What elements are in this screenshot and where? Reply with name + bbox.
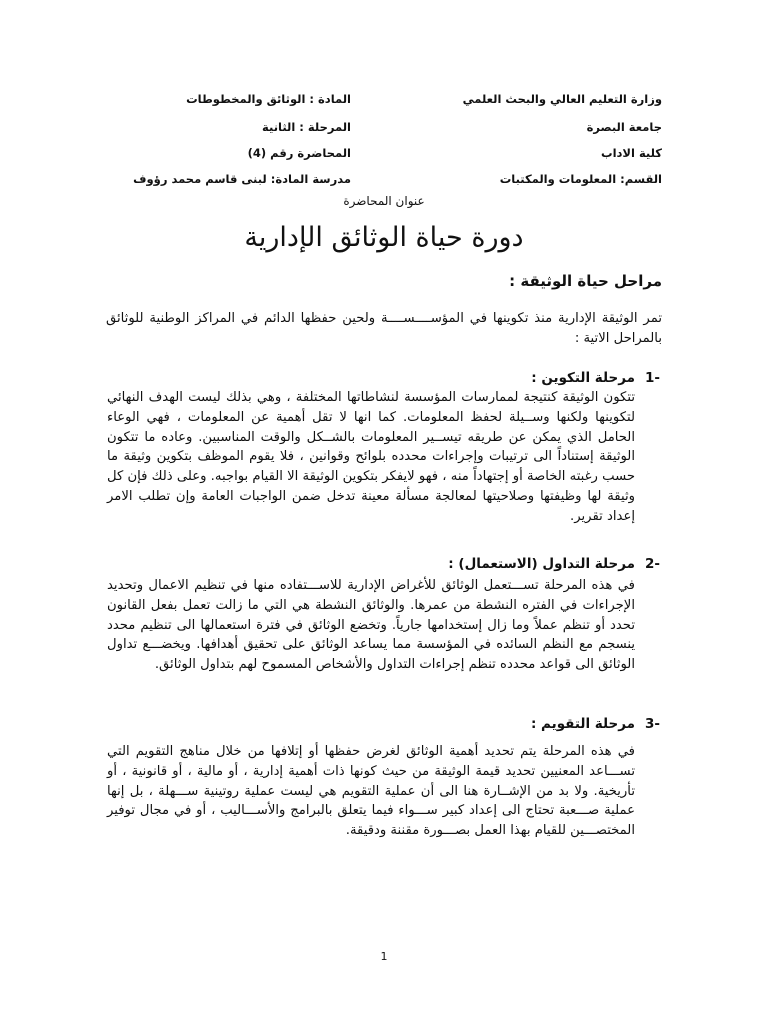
header-subject: المادة : الوثائق والمخطوطات (186, 92, 351, 106)
stage-heading (531, 370, 660, 386)
page-title: دورة حياة الوثائق الإدارية (244, 222, 524, 253)
header-university: جامعة البصرة (586, 120, 662, 134)
stage-number: -2 (644, 556, 660, 572)
stage-title: مرحلة التكوين : (531, 370, 635, 386)
header-ministry: وزارة التعليم العالي والبحث العلمي (462, 92, 662, 106)
header-lecture-number: المحاضرة رقم (4) (247, 146, 351, 160)
stage-heading (448, 556, 660, 572)
header-stage: المرحلة : الثانية (262, 120, 351, 134)
header-college: كلية الاداب (601, 146, 662, 160)
stage-number: -1 (644, 370, 660, 386)
stage-paragraph: في هذه المرحلة يتم تحديد أهمية الوثائق لغرض حفظها أو إتلافها من خلال مناهج التقويم التي تســـاعد المعنيين تحديد قيمة الوثيقة من حيث كونها ذات أهمية إدارية ، أو مالية ، أو قانونية ، أو تأريخية. ولا بد من الإشــارة هنا الى أن عملية التقويم هي ليست عملية روتينية ســـهلة ، بل إنها عملية صـــعبة تحتاج الى إعداد كبير ســـواء فيما يتعلق بالبرامج والأســـاليب ، أو في مجال توفير المختصـــين للقيام بهذا العمل بصـــورة مقننة ودقيقة. (107, 744, 635, 839)
intro-paragraph: تمر الوثيقة الإدارية منذ تكوينها في المؤســــســــة ولحين حفظها الدائم في المراكز الوطنية للوثائق بالمراحل الاتية : (106, 311, 662, 346)
stage-number: -3 (644, 716, 660, 732)
stage-paragraph: تتكون الوثيقة كنتيجة لممارسات المؤسسة لنشاطاتها المختلفة ، وهي بذلك ليست الهدف النهائي لتكوينها ولكنها وســيلة لحفظ المعلومات. كما انها لا تقل أهمية عن المعلومات ، فهي الوعاء الحامل الذي يمكن عن طريقه تيســير المعلومات بالشــكل والوقت المناسبين. وعاده ما تتكون الوثيقة إستناداً الى ترتيبات وإجراءات محدده بلوائح وقوانين ، فلا يقوم الموظف بتكوين وثيقة ما حسب رغبته الخاصة أو إجتهاداً منه ، فهو لايفكر بتكوين الوثيقة الا القيام بواجبه. وعلى ذلك فإن كل وثيقة لها وظيفتها وصلاحيتها لمعالجة مسألة معينة تدخل ضمن الواجبات العامة وإن تطلب الامر إعداد تقرير. (107, 390, 635, 524)
header-department: القسم: المعلومات والمكتبات (499, 172, 662, 186)
header-instructor: مدرسة المادة: لبنى قاسم محمد رؤوف (133, 172, 351, 186)
stage-heading (531, 716, 660, 732)
stage-title: مرحلة التقويم : (530, 716, 635, 732)
stage-paragraph: في هذه المرحلة تســـتعمل الوثائق للأغراض الإدارية للاســـتفاده منها في تنظيم الاعمال وتحديد الإجراءات في الفتره النشطة من عمرها. والوثائق النشطة هي التي ما زالت تعمل بفعل القانون تحدد أو تنظم عملاً وما زال إستخدامها جارياً. وتخضع الوثائق في فترة استعمالها الى تنظيم محدد ينسجم مع النظم السائده في المؤسسة مما يساعد الوثائق على تحقيق أهدافها. ويخضـــع تداول الوثائق الى قواعد محدده تنظم إجراءات التداول والأشخاص المسموح لهم بتداول الوثائق. (107, 578, 635, 673)
page-number: 1 (380, 950, 388, 963)
section-title: مراحل حياة الوثيقة : (509, 272, 662, 290)
lecture-label: عنوان المحاضرة (343, 194, 425, 208)
stage-title: مرحلة التداول (الاستعمال) : (448, 556, 635, 572)
